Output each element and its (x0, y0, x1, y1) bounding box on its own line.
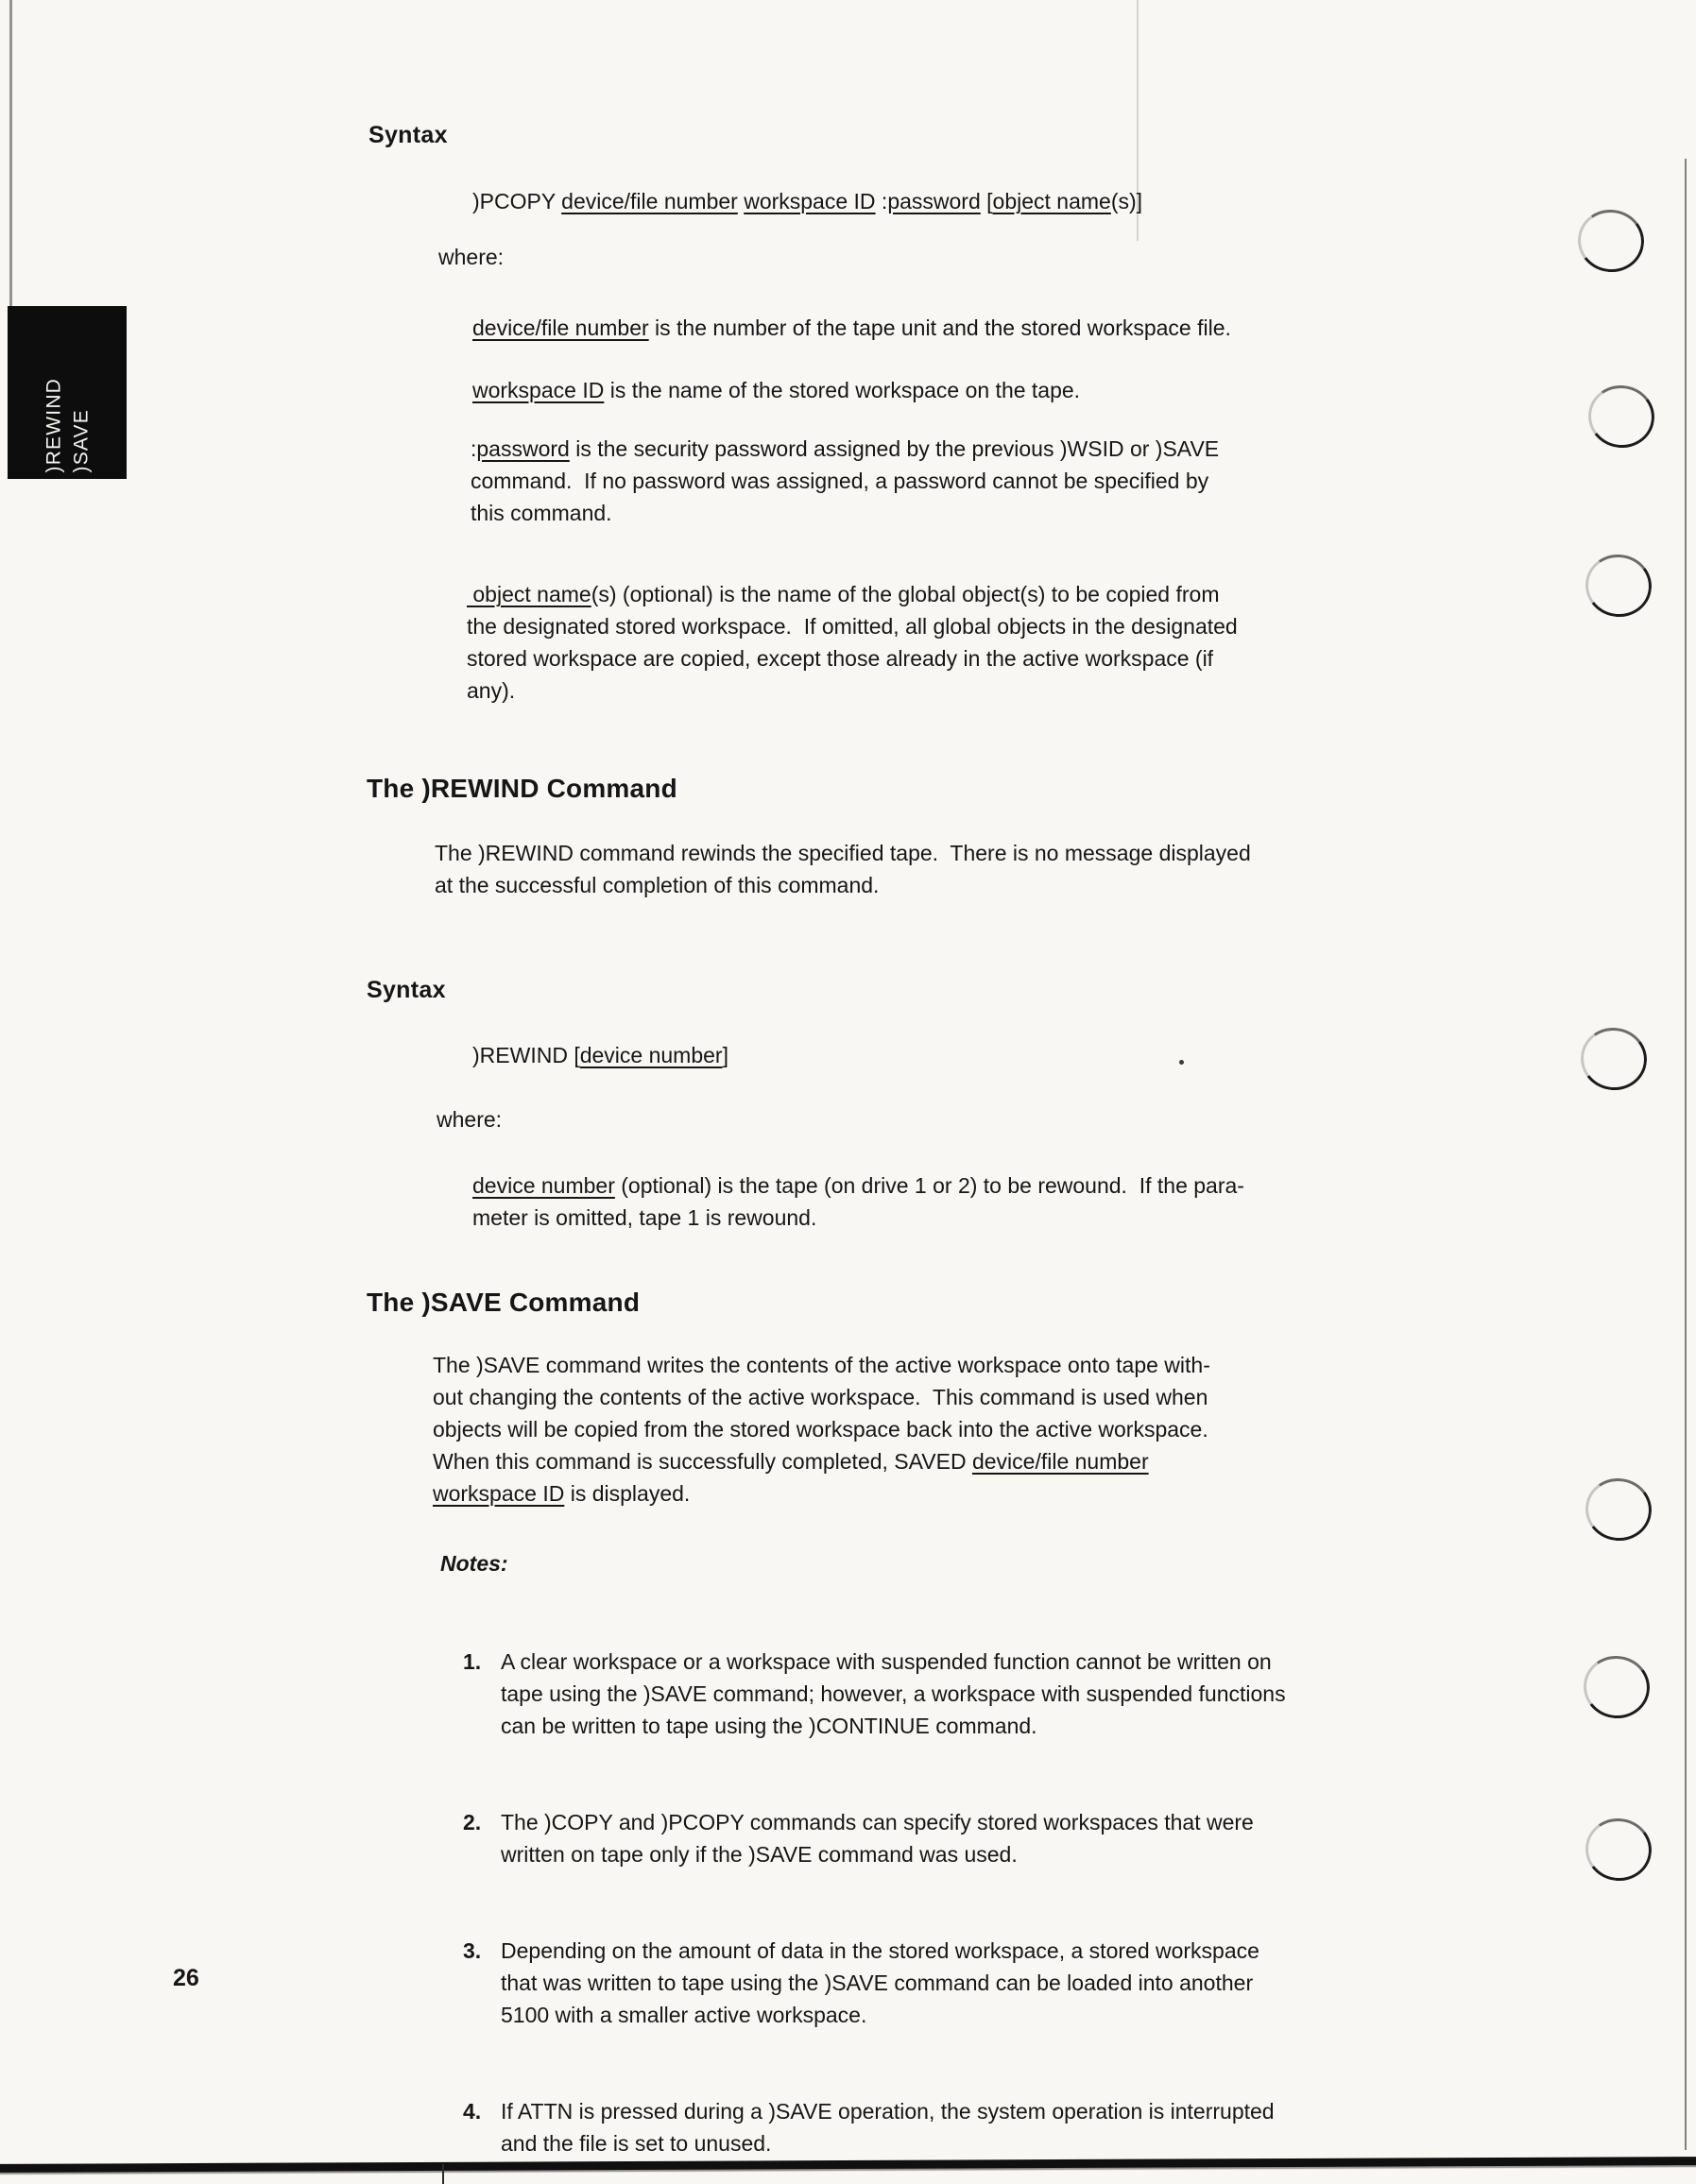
save-command-heading: The )SAVE Command (367, 1288, 641, 1317)
tab-label-rewind: )REWIND (43, 377, 65, 473)
note-item-3 (463, 1935, 1286, 2031)
pcopy-param-object-name: object name(s) (optional) is the name of the global object(s) to be copied from the designated stored workspace. If omitted, all global objects in the designated stored workspace are copied, except those already in the active workspace (if any). (467, 582, 1238, 703)
note-item-1 (463, 1646, 1286, 1742)
note-text: Depending on the amount of data in the stored workspace, a stored workspace that was written to tape using the )SAVE command can be loaded into another 5100 with a smaller active workspace. (501, 1938, 1259, 2027)
pcopy-syntax-heading: Syntax (368, 122, 448, 148)
page-number: 26 (173, 1965, 199, 1991)
scan-bottom-tick (442, 2164, 444, 2184)
note-text: The )COPY and )PCOPY commands can specify stored workspaces that were written on tape only if the )SAVE command was used. (501, 1810, 1254, 1867)
chapter-tab-labels (9, 306, 128, 479)
scan-right-edge-line (1685, 159, 1687, 2150)
save-intro-paragraph: The )SAVE command writes the contents of the active workspace onto tape with- out changing the contents of the active workspace. This command is used when objects will be copied from the stored workspace back into the active workspace. When this command is successfully completed, SAVED device/file number workspace ID is displayed. (433, 1353, 1210, 1506)
rewind-where-label: where: (437, 1107, 503, 1132)
notes-list (463, 1581, 1286, 2184)
note-text: A clear workspace or a workspace with suspended function cannot be written on tape using the )SAVE command; however, a workspace with suspended functions can be written to tape using the )CONTINUE command. (501, 1649, 1286, 1738)
rewind-intro-paragraph: The )REWIND command rewinds the specified tape. There is no message displayed at the successful completion of this command. (435, 841, 1251, 897)
pcopy-param-device-file-number: device/file number is the number of the tape unit and the stored workspace file. (472, 316, 1231, 340)
binder-hole (1581, 1814, 1655, 1885)
note-item-2 (463, 1806, 1286, 1870)
rewind-command-heading: The )REWIND Command (367, 774, 677, 803)
rewind-param-device-number: device number (optional) is the tape (on drive 1 or 2) to be rewound. If the para- meter is omitted, tape 1 is rewound. (472, 1173, 1244, 1230)
scan-speck (1179, 1060, 1184, 1065)
binder-hole (1584, 381, 1658, 452)
binder-hole (1579, 1651, 1653, 1723)
scan-left-edge-line (9, 0, 12, 314)
binder-hole (1573, 205, 1648, 277)
binder-hole (1576, 1023, 1651, 1095)
note-text: If ATTN is pressed during a )SAVE operation, the system operation is interrupted and the file is set to unused. (501, 2099, 1275, 2156)
pcopy-param-workspace-id: workspace ID is the name of the stored workspace on the tape. (472, 378, 1081, 402)
tab-label-save: )SAVE (70, 409, 93, 473)
note-item-4 (463, 2095, 1286, 2159)
pcopy-syntax-line: )PCOPY device/file number workspace ID :password [object name(s)] (472, 189, 1143, 213)
pcopy-param-password: :password is the security password assigned by the previous )WSID or )SAVE command. If no password was assigned, a password cannot be specified by this command. (471, 436, 1220, 525)
binder-hole (1581, 550, 1655, 622)
note-number: 3. (463, 1938, 482, 1963)
note-number: 1. (463, 1649, 482, 1674)
note-number: 2. (463, 1810, 482, 1834)
pcopy-where-label: where: (438, 245, 505, 269)
rewind-syntax-heading: Syntax (367, 977, 446, 1003)
rewind-syntax-line: )REWIND [device number] (472, 1043, 728, 1067)
binder-hole (1581, 1474, 1655, 1545)
notes-label: Notes: (440, 1551, 508, 1576)
note-number: 4. (463, 2099, 482, 2124)
chapter-tab (8, 306, 127, 479)
